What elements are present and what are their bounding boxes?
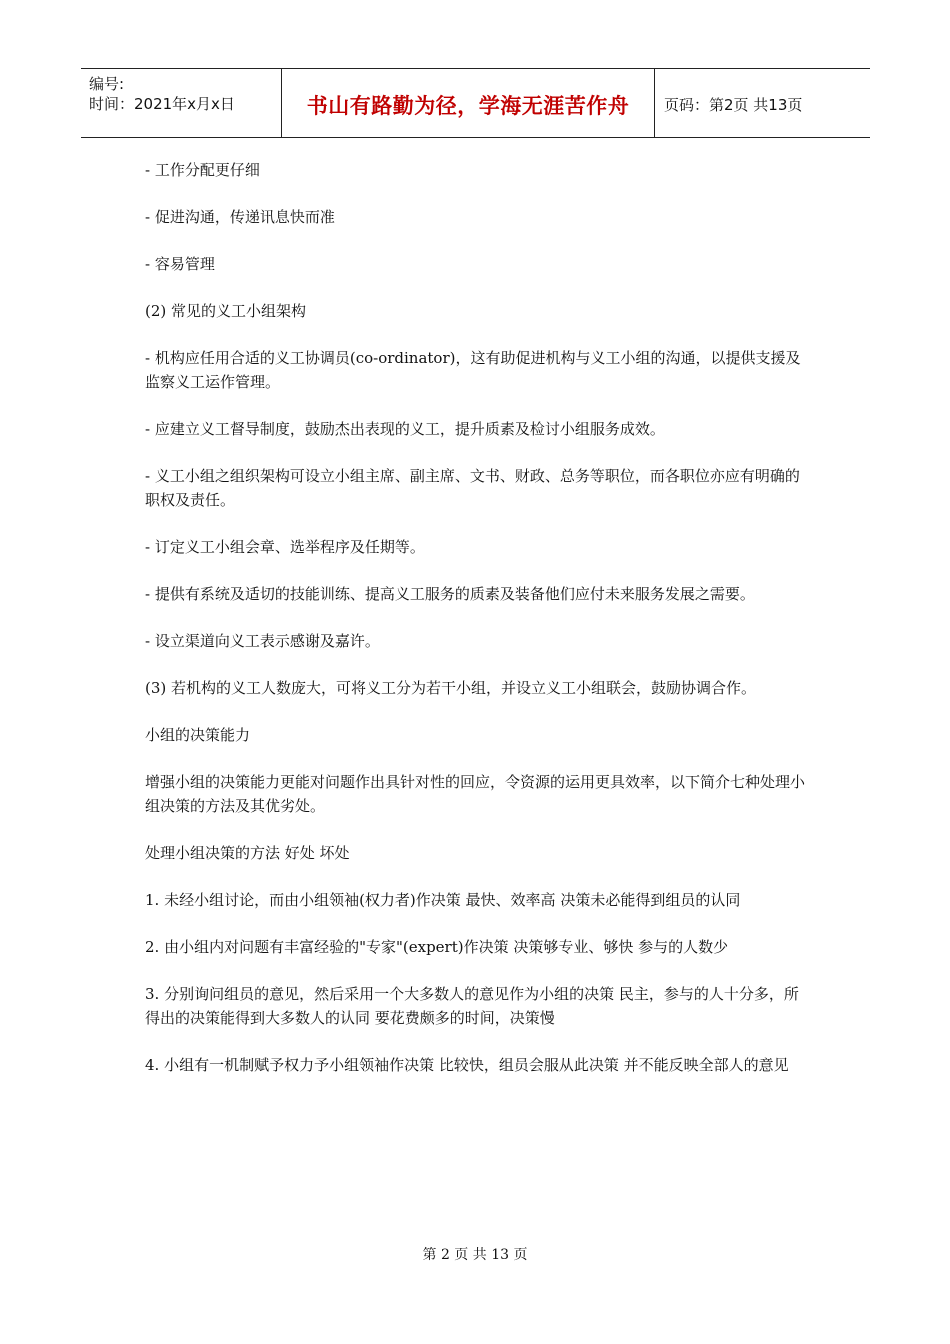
document-body — [145, 158, 810, 1100]
method-item: 2. 由小组内对问题有丰富经验的"专家"(expert)作决策 决策够专业、够快 参与的人数少 — [145, 938, 729, 956]
paragraph: - 提供有系统及适切的技能训练、提高义工服务的质素及装备他们应付未来服务发展之需要。 — [145, 585, 755, 603]
paragraph: 增强小组的决策能力更能对问题作出具针对性的回应，令资源的运用更具效率，以下简介七种处理小组决策的方法及其优劣处。 — [145, 773, 806, 815]
document-number-label: 编号: — [89, 75, 125, 93]
paragraph: - 机构应任用合适的义工协调员(co-ordinator)，这有助促进机构与义工小组的沟通，以提供支援及监察义工运作管理。 — [145, 349, 801, 391]
paragraph: - 设立渠道向义工表示感谢及嘉许。 — [145, 632, 380, 650]
paragraph: - 应建立义工督导制度，鼓励杰出表现的义工，提升质素及检讨小组服务成效。 — [145, 420, 665, 438]
page-header — [81, 68, 870, 138]
header-page-code: 页码：第2页 共13页 — [664, 95, 803, 114]
section-heading: (2) 常见的义工小组架构 — [145, 302, 307, 320]
method-item: 1. 未经小组讨论，而由小组领袖(权力者)作决策 最快、效率高 决策未必能得到组员的认同 — [145, 891, 741, 909]
page-footer: 第 2 页 共 13 页 — [422, 1247, 528, 1263]
paragraph: - 义工小组之组织架构可设立小组主席、副主席、文书、财政、总务等职位，而各职位亦应有明确的职权及责任。 — [145, 467, 800, 509]
paragraph: - 促进沟通，传递讯息快而准 — [145, 208, 335, 226]
header-page-cell — [655, 69, 869, 137]
method-item: 4. 小组有一机制赋予权力予小组领袖作决策 比较快，组员会服从此决策 并不能反映全部人的意见 — [145, 1056, 789, 1074]
paragraph: - 工作分配更仔细 — [145, 161, 260, 179]
table-header-line: 处理小组决策的方法 好处 坏处 — [145, 844, 350, 862]
header-motto-cell — [282, 69, 655, 137]
paragraph: (3) 若机构的义工人数庞大，可将义工分为若干小组，并设立义工小组联会，鼓励协调合作。 — [145, 679, 757, 697]
method-item: 3. 分别询问组员的意见，然后采用一个大多数人的意见作为小组的决策 民主，参与的人十分多，所得出的决策能得到大多数人的认同 要花费颇多的时间，决策慢 — [145, 985, 799, 1027]
header-meta-cell — [81, 69, 282, 137]
paragraph: - 容易管理 — [145, 255, 215, 273]
document-time-label: 时间：2021年x月x日 — [89, 95, 235, 113]
paragraph: - 订定义工小组会章、选举程序及任期等。 — [145, 538, 425, 556]
header-motto: 书山有路勤为径，学海无涯苦作舟 — [306, 94, 630, 118]
section-heading: 小组的决策能力 — [145, 726, 251, 744]
